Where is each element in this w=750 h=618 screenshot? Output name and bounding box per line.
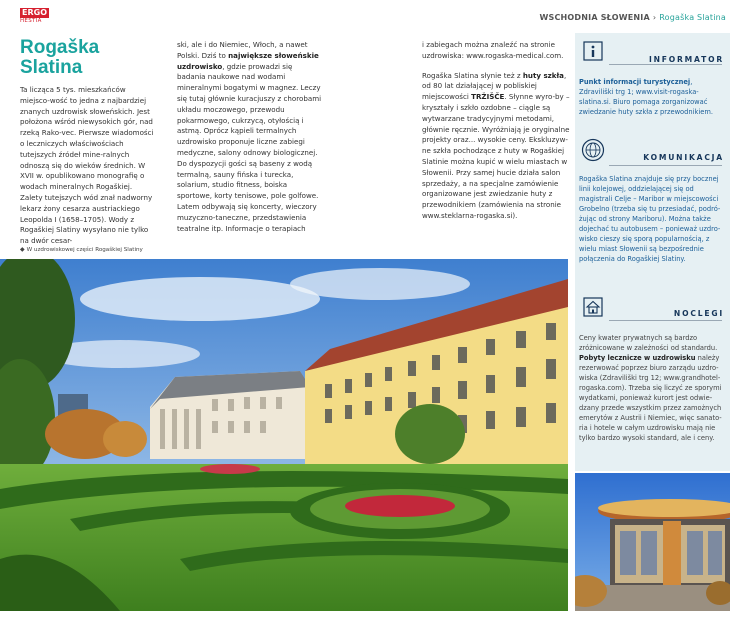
ergo-hestia-logo	[20, 8, 54, 26]
breadcrumb	[539, 13, 726, 22]
thermal-pavilion-photo	[575, 473, 730, 611]
breadcrumb-current: Rogaška Slatina	[659, 13, 726, 22]
text-column-3	[422, 40, 570, 222]
text-column-2: ski, ale i do Niemiec, Włoch, a nawet Polski. Dziś to największe słoweńskie uzdrowisko, gdzie prowadzi się badania naukowe nad wodami mineralnymi bogatymi w magnez. Leczy się tutaj głównie kuracjuszy z chorobami układu moczowego, przewodu pokarmowego, cukrzycą, otyłością i astmą. Oprócz kąpieli termalnych uzdrowisko proponuje liczne zabiegi medyczne, salony odnowy biologicznej. Do dyspozycji gości są baseny z wodą termalną, sauny fińska i turecka, solarium, studio fitness, boiska sportowe, korty tenisowe, pole golfowe. Latem odbywają się koncerty, wieczory muzyczno-taneczne, przedstawienia teatralne itp. Informacje o terapiach	[177, 40, 322, 233]
info-icon	[583, 41, 603, 61]
komunikacja-text: Rogaška Slatina znajduje się przy bocznej linii kolejowej, oddzielającej się od magistrali Celje – Maribor w miejscowości Grobelno (trzeba się tu przesiadać, podró-żując od strony Mariboru). Można także dojechać tu autobusem – ponieważ uzdro-wisko cieszy się sporą popularnością, z wielu miast Słowenii są bezpośrednie połączenia do Rogaškiej Slatiny.	[579, 175, 721, 263]
text-column-1: Ta licząca 5 tys. mieszkańców miejsco-wość to jedna z najbardziej znanych uzdrowisk słoweńskich. Jest położona wśród niewysokich gór, nad rzeką Rako-vec. Pierwsze wiadomości o leczniczych właściwościach tutejszych źródeł mine-ralnych odnoszą się do wieków średnich. W XVII w. opublikowano monografię o wodach mineralnych Rogaškiej. Zalety tutejszych wód znał nadworny lekarz żony cesarza austriackiego Leopolda I (1658–1705). Wody z Rogaškiej Slatiny wysyłano nie tylko na dwór cesar-	[20, 85, 154, 246]
sidebar-box	[575, 33, 730, 471]
informator-rule	[609, 64, 722, 65]
text-column-3-para-1: i zabiegach można znaleźć na stronie uzdrowiska: www.rogaska-medical.com.	[422, 40, 564, 60]
komunikacja-heading: KOMUNIKACJA	[643, 153, 724, 162]
noclegi-text: Ceny kwater prywatnych są bardzo zróżnicowane w zależności od standardu. Pobyty lecznicze w uzdrowisku należy rezerwować poprzez biuro zarządu uzdro-wiska (Zdraviliški trg 12; www.grandhotel-rogaska.com). Trzeba się liczyć ze sporymi wydatkami, ponieważ kurort jest odwie-dzany przede wszystkim przez zamożnych emerytów z Austrii i Niemiec, więc sanato-ria i hotele w całym uzdrowisku mają nie tylko bardzo wysoki standard, ale i ceny.	[579, 334, 722, 442]
text-column-3-para-2: Rogaška Slatina słynie też z huty szkła, od 80 lat działającej w pobliskiej miejscowości TRŽIŠČE. Słynne wyro-by – kryształy i szkło ozdobne – ciągle są wytwarzane tradycyjnymi metodami, głównie ręcznie. Wyróżniają je oryginalne projekty oraz... wysokie ceny. Ekskluzyw-ne szkła pochodzące z huty w Rogaškiej Slatinie można kupić w wielu miastach w Słowenii. Przy samej hucie działa salon sprzedaży, a na specjalne zamówienie organizowane jest zwiedzanie huty z przewodnikiem (zamówienia na stronie www.steklarna-rogaska.si).	[422, 70, 570, 220]
komunikacja-rule	[609, 165, 722, 166]
spa-resort-photo	[0, 259, 568, 611]
globe-icon	[581, 138, 605, 162]
breadcrumb-separator: ›	[652, 13, 657, 22]
logo-line1: ERGO	[22, 8, 47, 17]
informator-text: Punkt informacji turystycznej, Zdraviliški trg 1; www.visit-rogaska-slatina.si. Biuro pomaga zorganizować zwiedzanie huty szkła z przewodnikiem.	[579, 78, 713, 116]
page-title: Rogaška Slatina	[20, 37, 100, 78]
caption-arrow-icon: ◆	[20, 246, 25, 253]
noclegi-heading: NOCLEGI	[673, 309, 724, 318]
house-icon	[583, 297, 603, 317]
photo-caption	[20, 246, 143, 253]
logo-line2: HESTIA	[20, 18, 42, 24]
informator-heading: INFORMATOR	[649, 55, 724, 64]
caption-text: W uzdrowiskowej części Rogaškiej Slatiny	[26, 247, 143, 253]
breadcrumb-section: WSCHODNIA SŁOWENIA	[539, 13, 650, 22]
noclegi-rule	[609, 320, 722, 321]
